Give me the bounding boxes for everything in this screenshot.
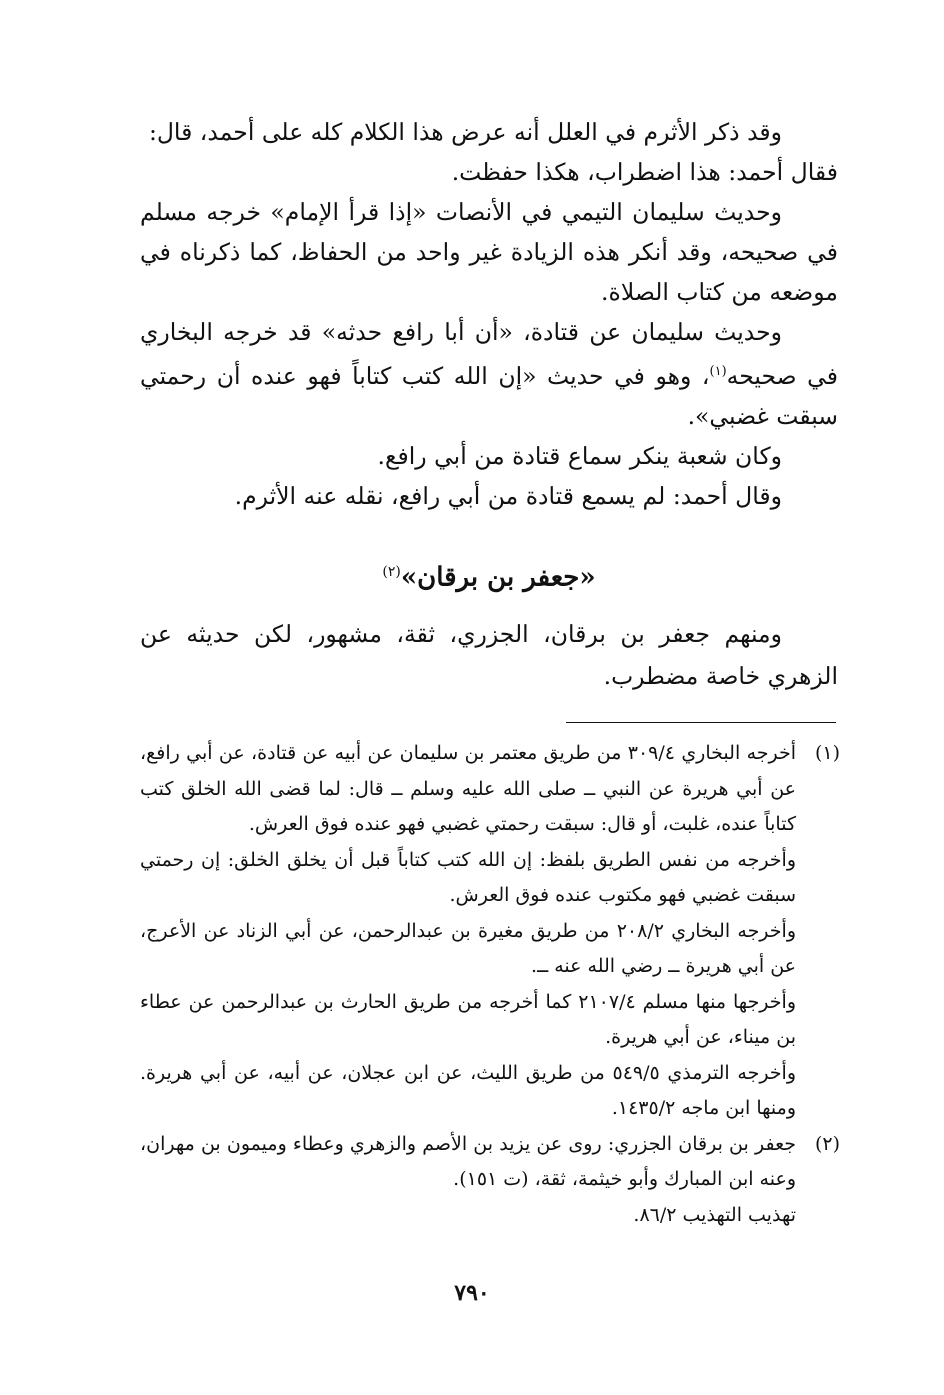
paragraph-4: وكان شعبة ينكر سماع قتادة من أبي رافع. bbox=[377, 441, 782, 470]
section-heading bbox=[140, 552, 838, 598]
footnote-ref-2: (٢) bbox=[382, 564, 401, 580]
footnote-1-line-5: وأخرجه الترمذي ٥٤٩/٥ من طريق الليث، عن ابن عجلان، عن أبيه، عن أبي هريرة. ومنها ابن ماجه ١٤٣٥/٢. bbox=[140, 1061, 796, 1119]
footnote-2-text bbox=[140, 1127, 796, 1234]
footnote-1-number: (١) bbox=[814, 742, 840, 764]
footnote-2-number: (٢) bbox=[814, 1132, 840, 1155]
footnote-1 bbox=[140, 736, 840, 1127]
paragraph-1-line-2: فقال أحمد: هذا اضطراب، هكذا حفظت. bbox=[451, 158, 838, 186]
footnote-separator bbox=[566, 722, 836, 723]
paragraph-1-line-1: وقد ذكر الأثرم في العلل أنه عرض هذا الكلام كله على أحمد، قال: bbox=[148, 118, 782, 146]
section-heading-title: «جعفر بن برقان» bbox=[400, 562, 596, 593]
paragraph-1 bbox=[140, 112, 838, 192]
footnote-1-line-2: وأخرجه من نفس الطريق بلفظ: إن الله كتب كتاباً قبل أن يخلق الخلق: إن رحمتي سبقت غضبي فهو مكتوب عنده فوق العرش. bbox=[140, 848, 796, 906]
paragraph-5: وقال أحمد: لم يسمع قتادة من أبي رافع، نقله عنه الأثرم. bbox=[234, 481, 782, 510]
footnote-1-line-3: وأخرجه البخاري ٢٠٨/٢ من طريق مغيرة بن عبدالرحمن، عن أبي الزناد عن الأعرج، عن أبي هريرة ــ رضي الله عنه ــ. bbox=[140, 919, 796, 977]
footnote-2-line-1: جعفر بن برقان الجزري: روى عن يزيد بن الأصم والزهري وعطاء وميمون بن مهران، وعنه ابن المبارك وأبو خيثمة، ثقة، (ت ١٥١). bbox=[140, 1132, 796, 1190]
paragraph-3-text-b: ، وهو في حديث «إن الله كتب كتاباً فهو عنده أن رحمتي سبقت غضبي». bbox=[140, 361, 838, 430]
paragraph-3-text-a: وحديث سليمان عن قتادة، «أن أبا رافع حدثه» قد خرجه البخاري في صحيحه bbox=[140, 318, 838, 390]
paragraph-3 bbox=[140, 312, 838, 436]
footnote-1-line-4: وأخرجها منها مسلم ٢١٠٧/٤ كما أخرجه من طريق الحارث بن عبدالرحمن عن عطاء بن ميناء، عن أبي هريرة. bbox=[140, 990, 796, 1048]
section-paragraph-1: ومنهم جعفر بن برقان، الجزري، ثقة، مشهور، لكن حديثه عن الزهري خاصة مضطرب. bbox=[140, 620, 838, 690]
footnote-1-line-1: أخرجه البخاري ٣٠٩/٤ من طريق معتمر بن سليمان عن أبيه عن قتادة، عن أبي رافع، عن أبي هريرة عن النبي ــ صلى الله عليه وسلم ــ قال: لما قضى الله الخلق كتب كتاباً عنده، غلبت، أو قال: سبقت رحمتي غضبي فهو عنده فوق العرش. bbox=[140, 742, 797, 835]
footnote-1-text bbox=[140, 736, 796, 1127]
section-text bbox=[140, 613, 838, 697]
page-number: ٧٩٠ bbox=[454, 1280, 490, 1306]
footnote-ref-1: (١) bbox=[709, 364, 727, 379]
paragraph-2: وحديث سليمان التيمي في الأنصات «إذا قرأ الإمام» خرجه مسلم في صحيحه، وقد أنكر هذه الزيادة غير واحد من الحفاظ، كما ذكرناه في موضعه من كتاب الصلاة. bbox=[140, 198, 838, 306]
footnote-2 bbox=[140, 1127, 840, 1234]
main-text bbox=[140, 112, 838, 516]
footnotes bbox=[140, 736, 840, 1233]
footnote-2-line-2: تهذيب التهذيب ٨٦/٢. bbox=[633, 1203, 796, 1226]
